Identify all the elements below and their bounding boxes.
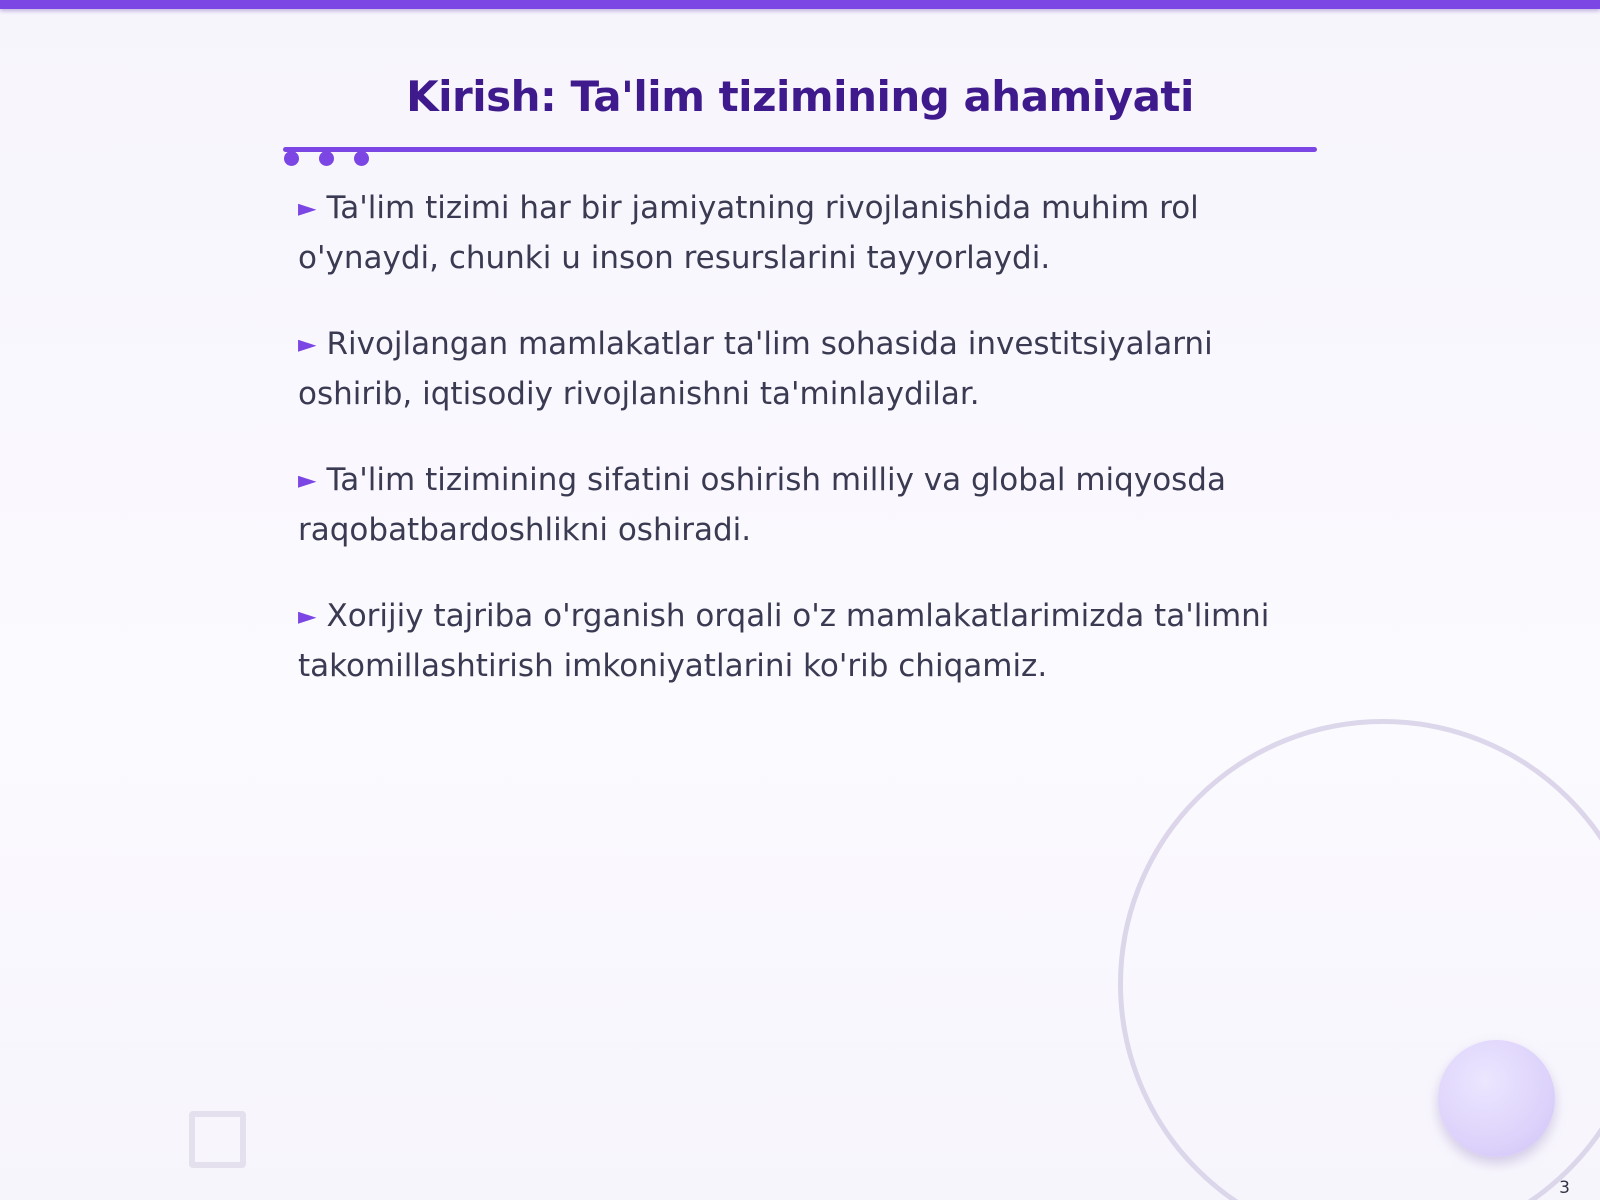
decorative-dot xyxy=(284,151,299,166)
list-item xyxy=(298,592,1298,690)
list-item xyxy=(298,320,1298,418)
list-item xyxy=(298,456,1298,554)
bullet-text: Ta'lim tizimining sifatini oshirish milliy va global miqyosda raqobatbardoshlikni oshiradi. xyxy=(298,462,1226,548)
triangle-bullet-icon: ► xyxy=(298,194,317,222)
decorative-dot xyxy=(319,151,334,166)
triangle-bullet-icon: ► xyxy=(298,466,317,494)
decorative-square xyxy=(189,1111,246,1168)
top-accent-bar xyxy=(0,0,1600,9)
bullet-text: Rivojlangan mamlakatlar ta'lim sohasida investitsiyalarni oshirib, iqtisodiy rivojlanishni ta'minlaydilar. xyxy=(298,326,1213,412)
decorative-orb xyxy=(1438,1040,1555,1157)
page-number: 3 xyxy=(1559,1178,1570,1198)
bullet-list xyxy=(298,184,1298,728)
title-underline xyxy=(283,147,1317,152)
bullet-text: Xorijiy tajriba o'rganish orqali o'z mamlakatlarimizda ta'limni takomillashtirish imkoniyatlarini ko'rib chiqamiz. xyxy=(298,598,1270,684)
triangle-bullet-icon: ► xyxy=(298,330,317,358)
bullet-text: Ta'lim tizimi har bir jamiyatning rivojlanishida muhim rol o'ynaydi, chunki u inson resurslarini tayyorlaydi. xyxy=(298,190,1199,276)
list-item xyxy=(298,184,1298,282)
triangle-bullet-icon: ► xyxy=(298,602,317,630)
decorative-dot xyxy=(354,151,369,166)
slide-title: Kirish: Ta'lim tizimining ahamiyati xyxy=(406,72,1194,121)
